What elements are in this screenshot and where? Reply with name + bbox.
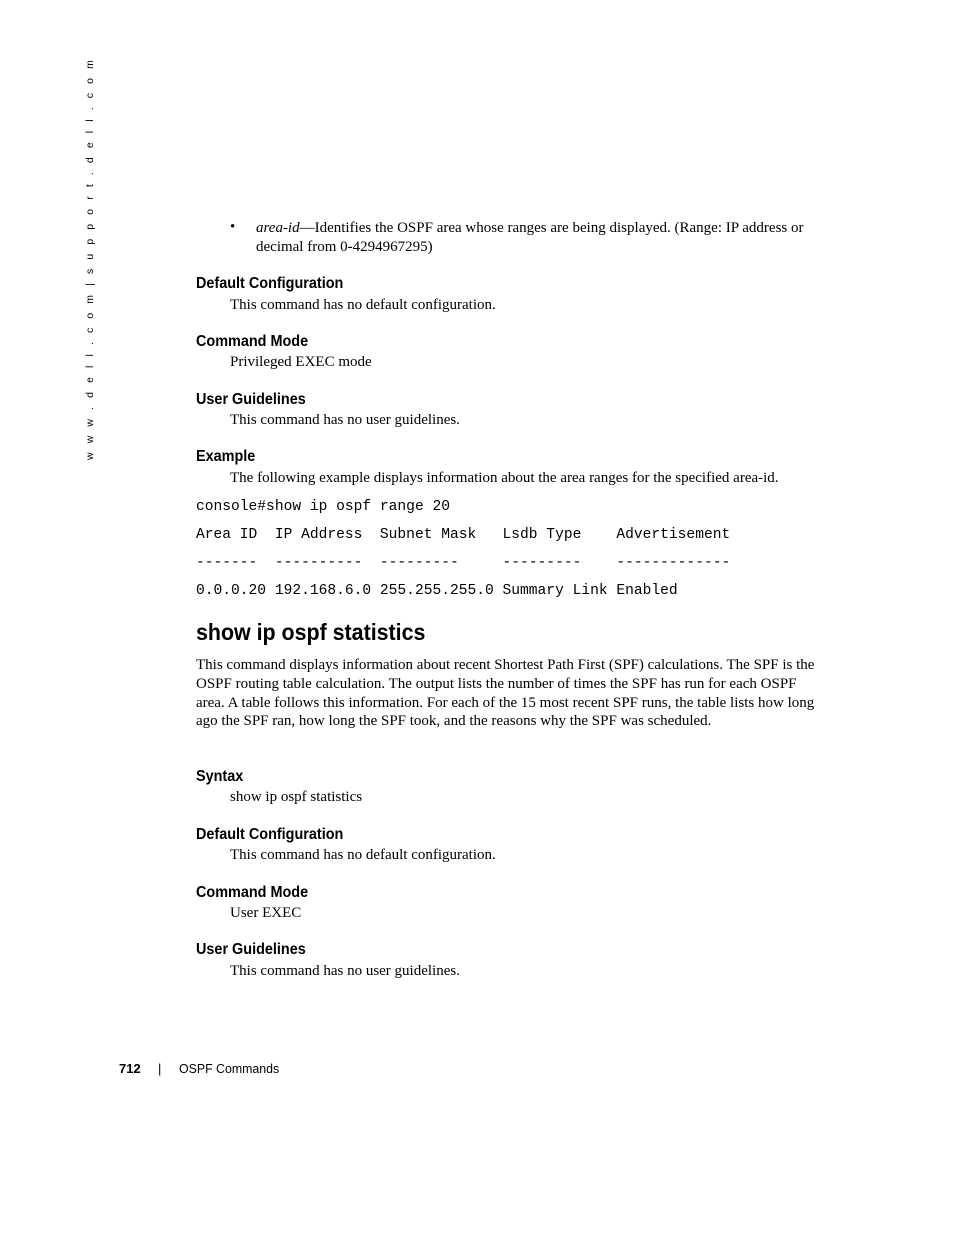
code-line-command: console#show ip ospf range 20	[196, 499, 450, 515]
footer-separator: |	[158, 1061, 162, 1076]
user-guidelines-text: This command has no user guidelines.	[230, 412, 460, 428]
user-guidelines-heading: User Guidelines	[196, 391, 306, 408]
stats-user-guidelines-text: This command has no user guidelines.	[230, 963, 460, 979]
code-line-row: 0.0.0.20 192.168.6.0 255.255.255.0 Summary Link Enabled	[196, 583, 678, 599]
area-id-bullet	[256, 219, 816, 257]
code-line-header: Area ID IP Address Subnet Mask Lsdb Type Advertisement	[196, 527, 731, 543]
example-heading: Example	[196, 448, 256, 465]
command-mode-heading: Command Mode	[196, 333, 309, 350]
code-line-separator: ------- ---------- --------- --------- -------------	[196, 555, 731, 571]
footer-section-title: OSPF Commands	[179, 1061, 280, 1076]
bullet-dash: —	[299, 220, 315, 236]
stats-user-guidelines-heading: User Guidelines	[196, 941, 306, 958]
syntax-text: show ip ospf statistics	[230, 789, 363, 805]
bullet-description: Identifies the OSPF area whose ranges are being displayed. (Range: IP address or decimal from 0-4294967295)	[256, 220, 804, 255]
bullet-term: area-id	[256, 220, 300, 236]
stats-command-mode-text: User EXEC	[230, 905, 302, 921]
syntax-heading: Syntax	[196, 768, 244, 785]
stats-default-config-text: This command has no default configuration.	[230, 847, 496, 863]
command-mode-text: Privileged EXEC mode	[230, 354, 372, 370]
stats-default-config-heading: Default Configuration	[196, 826, 344, 843]
stats-command-mode-heading: Command Mode	[196, 884, 309, 901]
example-text: The following example displays information about the area ranges for the specified area-id.	[230, 470, 779, 486]
statistics-description: This command displays information about recent Shortest Path First (SPF) calculations. The SPF is the OSPF routing table calculation. The output lists the number of times the SPF has run for each OSPF area. A table follows this information. For each of the 15 most recent SPF runs, the table lists how long ago the SPF ran, how long the SPF took, and the reasons why the SPF was scheduled.	[196, 657, 815, 730]
page-number: 712	[119, 1061, 141, 1076]
sidebar-url: w w w . d e l l . c o m | s u p p o r t . d e l l . c o m	[84, 57, 96, 460]
bullet-marker: •	[230, 219, 236, 235]
default-config-text: This command has no default configuration.	[230, 297, 496, 313]
default-config-heading: Default Configuration	[196, 275, 344, 292]
page-title: show ip ospf statistics	[196, 619, 426, 645]
